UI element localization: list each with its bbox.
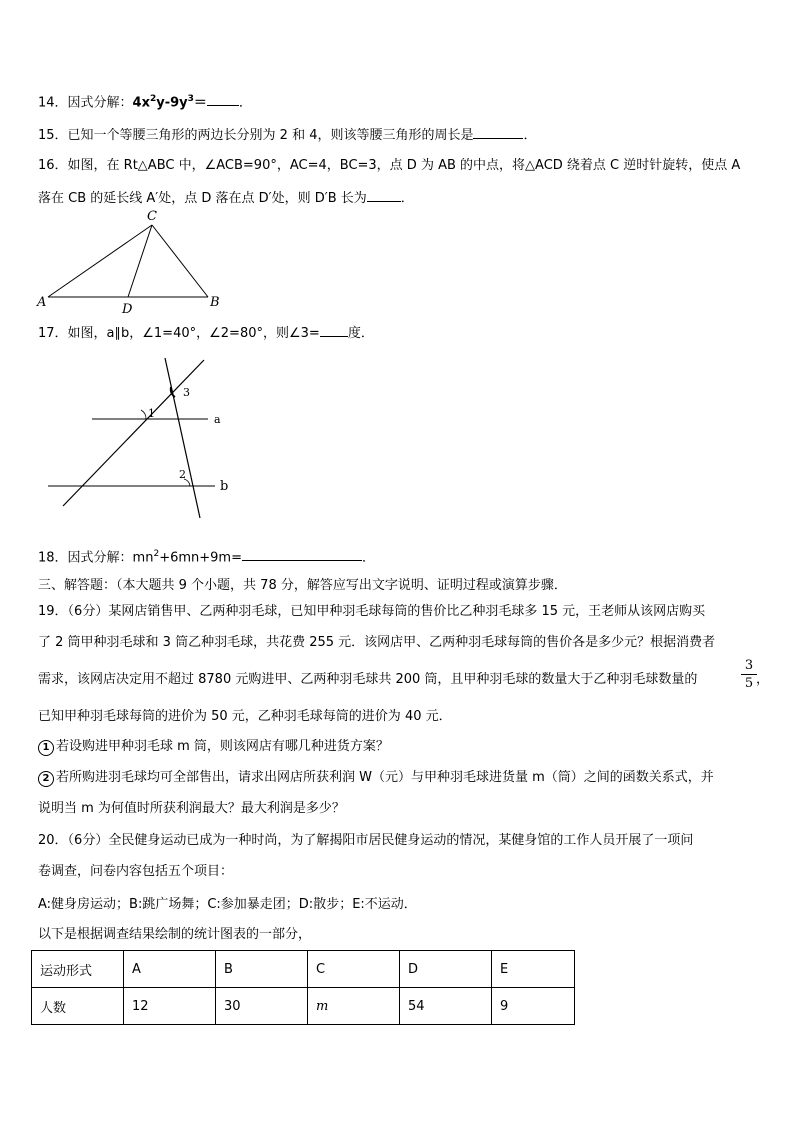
answer-blank — [473, 125, 523, 139]
table-cell: E — [492, 951, 575, 988]
survey-table — [31, 950, 575, 1025]
angle-label-1: 1 — [148, 407, 155, 420]
table-cell: 运动形式 — [32, 951, 124, 988]
table-cell: D — [400, 951, 492, 988]
question-20-options: A:健身房运动；B:跳广场舞；C:参加暴走团；D:散步；E:不运动． — [38, 897, 417, 912]
question-19-part1: 1 若设购进甲种羽毛球 m 筒，则该网店有哪几种进货方案？ — [38, 738, 389, 756]
question-19-part2-line2: 说明当 m 为何值时所获利润最大？最大利润是多少？ — [38, 801, 345, 816]
question-20-line1: 20．（6分）全民健身运动已成为一种时尚，为了解揭阳市居民健身运动的情况，某健身馆的工作人员开展了一项问 — [38, 833, 694, 848]
angle-label-3: 3 — [183, 386, 190, 399]
circled-number-2: 2 — [38, 771, 54, 787]
answer-blank — [242, 547, 362, 561]
table-cell: 9 — [492, 988, 575, 1025]
question-19-line3: 需求，该网店决定用不超过 8780 元购进甲、乙两种羽毛球共 200 筒，且甲种羽毛球的数量大于乙种羽毛球数量的 — [38, 672, 698, 687]
circled-number-1: 1 — [38, 740, 54, 756]
table-cell: 30 — [216, 988, 308, 1025]
label-b: B — [210, 295, 220, 310]
table-cell: 人数 — [32, 988, 124, 1025]
segment-ca — [48, 225, 152, 297]
table-row — [32, 988, 575, 1025]
angle-label-2: 2 — [179, 468, 186, 481]
table-cell: B — [216, 951, 308, 988]
question-20-line4: 以下是根据调查结果绘制的统计图表的一部分， — [38, 927, 312, 942]
question-14: 14．因式分解：$4x^2y-9y^3=$ ． — [38, 94, 252, 111]
question-16-line1: 16．如图，在 Rt△ABC 中，∠ACB=90°，AC=4，BC=3，点 D 为 AB 的中点，将△ACD 绕着点 C 逆时针旋转，使点 A — [38, 158, 741, 173]
label-c: C — [147, 209, 157, 224]
transversal-1 — [63, 360, 204, 506]
triangle-figure — [34, 205, 224, 315]
parallel-lines-figure — [40, 350, 240, 525]
line-label-b: b — [220, 479, 229, 494]
segment-cd — [128, 225, 152, 297]
fraction-comma: ， — [756, 672, 770, 687]
label-d: D — [122, 302, 133, 315]
answer-blank — [320, 323, 348, 337]
label-a: A — [37, 295, 47, 310]
angle-1-arc — [141, 410, 146, 419]
answer-blank — [207, 92, 239, 106]
question-18: 18．因式分解：$mn^2+6mn+9m=$ ． — [38, 549, 375, 566]
section-3-heading: 三、解答题：（本大题共 9 个小题，共 78 分，解答应写出文字说明、证明过程或演算步骤． — [38, 578, 567, 593]
table-cell: A — [124, 951, 216, 988]
question-19-line4: 已知甲种羽毛球每筒的进价为 50 元，乙种羽毛球每筒的进价为 40 元． — [38, 709, 452, 724]
question-17: 17．如图，a∥b，∠1=40°，∠2=80°，则∠3= 度． — [38, 323, 374, 343]
line-label-a: a — [214, 413, 221, 426]
question-15: 15．已知一个等腰三角形的两边长分别为 2 和 4，则该等腰三角形的周长是 ． — [38, 125, 537, 145]
table-header-row — [32, 951, 575, 988]
question-20-line2: 卷调查，问卷内容包括五个项目： — [38, 864, 234, 879]
table-cell: 12 — [124, 988, 216, 1025]
question-19-line2: 了 2 筒甲种羽毛球和 3 筒乙种羽毛球，共花费 255 元．该网店甲、乙两种羽毛球每筒的售价各是多少元？根据消费者 — [38, 635, 716, 650]
question-16-line2: 落在 CB 的延长线 A′处，点 D 落在点 D′处，则 D′B 长为 ． — [38, 188, 414, 208]
table-cell: m — [308, 988, 400, 1025]
table-cell: C — [308, 951, 400, 988]
table-cell: 54 — [400, 988, 492, 1025]
question-19-line1: 19．（6分）某网店销售甲、乙两种羽毛球，已知甲种羽毛球每筒的售价比乙种羽毛球多 15 元，王老师从该网店购买 — [38, 604, 706, 619]
segment-cb — [152, 225, 208, 297]
question-19-part2: 2 若所购进羽毛球均可全部售出，请求出网店所获利润 W（元）与甲种羽毛球进货量 m（筒）之间的函数关系式，并 — [38, 769, 714, 787]
answer-blank — [367, 188, 401, 202]
fraction-three-fifths: 3 5 — [741, 658, 757, 691]
